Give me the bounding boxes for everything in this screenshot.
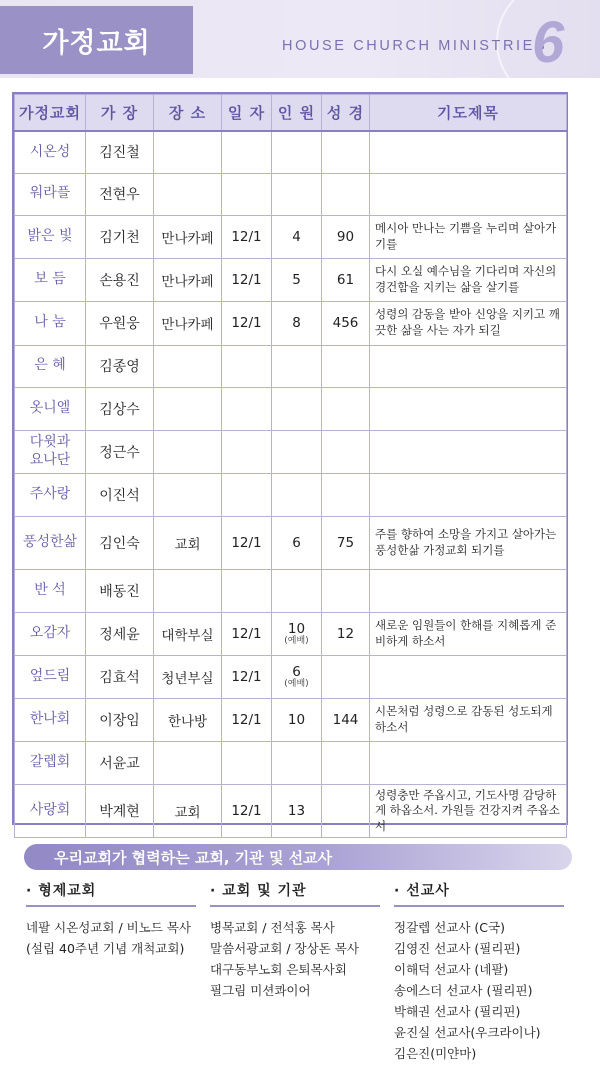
attendance-cell — [272, 698, 322, 741]
bible-cell: 61 — [322, 258, 370, 301]
attendance-value: 10 — [287, 711, 306, 728]
table-row — [15, 173, 567, 215]
list-item: 송에스더 선교사 (필리핀) — [394, 983, 533, 998]
church-name-cell: 보 듬 — [15, 258, 86, 301]
prayer-topic-cell — [370, 569, 567, 612]
leader-cell: 전현우 — [86, 173, 154, 215]
attendance-value: 10 — [287, 621, 306, 637]
column-header-date: 일 자 — [222, 95, 272, 132]
prayer-topic-cell: 새로운 임원들이 한해를 지혜롭게 준비하게 하소서 — [370, 612, 567, 655]
prayer-topic-cell: 메시아 만나는 기쁨을 누리며 살아가기를 — [370, 215, 567, 258]
column-heading: · 형제교회 — [26, 880, 196, 907]
attendance-value: 4 — [292, 228, 301, 245]
date-cell: 12/1 — [222, 215, 272, 258]
church-name-cell: 워라플 — [15, 173, 86, 215]
attendance-note: (예배) — [284, 636, 309, 646]
date-cell: 12/1 — [222, 301, 272, 345]
church-name-cell: 주사랑 — [15, 473, 86, 516]
sister-church-column — [26, 880, 196, 959]
prayer-topic-cell — [370, 430, 567, 473]
column-heading: · 교회 및 기관 — [210, 880, 380, 907]
church-name-cell: 한나회 — [15, 698, 86, 741]
list-item: (설립 40주년 기념 개척교회) — [26, 941, 185, 956]
table-row — [15, 301, 567, 345]
date-cell — [222, 387, 272, 430]
place-cell: 만나카페 — [154, 215, 222, 258]
attendance-value: 5 — [292, 271, 301, 288]
leader-cell: 김상수 — [86, 387, 154, 430]
prayer-topic-cell: 다시 오실 예수님을 기다리며 자신의 경건함을 지키는 삶을 살기를 — [370, 258, 567, 301]
place-cell — [154, 173, 222, 215]
date-cell — [222, 569, 272, 612]
place-cell — [154, 741, 222, 784]
list-item: 김영진 선교사 (필리핀) — [394, 941, 521, 956]
date-cell — [222, 173, 272, 215]
column-header-place: 장 소 — [154, 95, 222, 132]
bible-cell — [322, 131, 370, 173]
attendance-cell — [272, 430, 322, 473]
prayer-topic-cell — [370, 741, 567, 784]
attendance-cell — [272, 345, 322, 387]
table-row — [15, 387, 567, 430]
list-item: 윤진실 선교사(우크라이나) — [394, 1025, 541, 1040]
date-cell — [222, 430, 272, 473]
bible-cell — [322, 345, 370, 387]
church-name-cell: 은 혜 — [15, 345, 86, 387]
prayer-topic-cell — [370, 131, 567, 173]
church-name-cell: 사랑회 — [15, 784, 86, 838]
list-item: 말씀서광교회 / 장상돈 목사 — [210, 941, 359, 956]
table-row — [15, 698, 567, 741]
leader-cell: 정세윤 — [86, 612, 154, 655]
leader-cell: 손용진 — [86, 258, 154, 301]
church-name-cell: 시온성 — [15, 131, 86, 173]
date-cell: 12/1 — [222, 516, 272, 569]
cooperation-banner-text: 우리교회가 협력하는 교회, 기관 및 선교사 — [54, 849, 333, 867]
list-item: 김은진(미얀마) — [394, 1046, 477, 1061]
attendance-cell — [272, 655, 322, 698]
bible-cell — [322, 387, 370, 430]
date-cell: 12/1 — [222, 258, 272, 301]
attendance-cell — [272, 301, 322, 345]
attendance-cell — [272, 387, 322, 430]
attendance-note: (예배) — [284, 679, 309, 689]
prayer-topic-cell: 성령의 감동을 받아 신앙을 지키고 깨끗한 삶을 사는 자가 되길 — [370, 301, 567, 345]
leader-cell: 이장임 — [86, 698, 154, 741]
attendance-cell — [272, 173, 322, 215]
page-header — [0, 0, 600, 78]
attendance-cell — [272, 131, 322, 173]
leader-cell: 김인숙 — [86, 516, 154, 569]
table-row — [15, 430, 567, 473]
prayer-topic-cell: 시몬처럼 성령으로 감동된 성도되게 하소서 — [370, 698, 567, 741]
bible-cell: 12 — [322, 612, 370, 655]
place-cell — [154, 387, 222, 430]
date-cell: 12/1 — [222, 655, 272, 698]
attendance-value: 6 — [292, 534, 301, 551]
date-cell: 12/1 — [222, 698, 272, 741]
church-name-cell: 엎드림 — [15, 655, 86, 698]
place-cell — [154, 345, 222, 387]
date-cell — [222, 473, 272, 516]
prayer-topic-cell — [370, 345, 567, 387]
bible-cell: 75 — [322, 516, 370, 569]
list-item: 필그림 미션콰이어 — [210, 983, 311, 998]
attendance-cell — [272, 516, 322, 569]
prayer-topic-cell — [370, 655, 567, 698]
section-title-box — [0, 6, 193, 74]
attendance-cell — [272, 473, 322, 516]
church-name-cell: 갈렙회 — [15, 741, 86, 784]
table-header-row — [15, 95, 567, 132]
leader-cell: 서윤교 — [86, 741, 154, 784]
bible-cell: 90 — [322, 215, 370, 258]
bible-cell: 456 — [322, 301, 370, 345]
leader-cell: 우원웅 — [86, 301, 154, 345]
page-number: 6 — [532, 10, 565, 75]
place-cell: 만나카페 — [154, 258, 222, 301]
prayer-topic-cell — [370, 173, 567, 215]
place-cell — [154, 473, 222, 516]
missionaries-column — [394, 880, 564, 1064]
table-row — [15, 655, 567, 698]
church-name-cell: 반 석 — [15, 569, 86, 612]
church-name-cell: 풍성한삶 — [15, 516, 86, 569]
prayer-topic-cell — [370, 387, 567, 430]
bible-cell — [322, 473, 370, 516]
bible-cell — [322, 430, 370, 473]
bible-cell — [322, 784, 370, 838]
church-name-cell: 오감자 — [15, 612, 86, 655]
date-cell: 12/1 — [222, 612, 272, 655]
table-row — [15, 569, 567, 612]
list-item: 병목교회 / 전석홍 목사 — [210, 920, 335, 935]
table-row — [15, 741, 567, 784]
date-cell — [222, 741, 272, 784]
leader-cell: 김진철 — [86, 131, 154, 173]
attendance-cell — [272, 215, 322, 258]
column-heading: · 선교사 — [394, 880, 564, 907]
place-cell — [154, 131, 222, 173]
prayer-topic-cell: 성령충만 주옵시고, 기도사명 감당하게 하옵소서. 가원들 건강지켜 주옵소서 — [370, 784, 567, 838]
bible-cell — [322, 655, 370, 698]
prayer-topic-cell: 주를 향하여 소망을 가지고 살아가는 풍성한삶 가정교회 되기를 — [370, 516, 567, 569]
leader-cell: 배동진 — [86, 569, 154, 612]
bible-cell — [322, 741, 370, 784]
list-item: 이해덕 선교사 (네팔) — [394, 962, 509, 977]
column-header-house-church: 가정교회 — [15, 95, 86, 132]
list-item: 대구동부노회 은퇴목사회 — [210, 962, 347, 977]
table-row — [15, 516, 567, 569]
church-name-cell: 나 눔 — [15, 301, 86, 345]
prayer-topic-cell — [370, 473, 567, 516]
leader-cell: 이진석 — [86, 473, 154, 516]
column-header-prayer-topic: 기도제목 — [370, 95, 567, 132]
attendance-value: 8 — [292, 315, 301, 331]
place-cell: 한나방 — [154, 698, 222, 741]
leader-cell: 정근수 — [86, 430, 154, 473]
leader-cell: 김기천 — [86, 215, 154, 258]
attendance-cell — [272, 784, 322, 838]
place-cell — [154, 430, 222, 473]
cooperation-banner — [24, 844, 572, 870]
section-title: 가정교회 — [42, 27, 151, 59]
place-cell: 교회 — [154, 516, 222, 569]
table-row — [15, 473, 567, 516]
house-church-table-frame — [12, 92, 568, 833]
attendance-cell — [272, 612, 322, 655]
column-header-leader: 가 장 — [86, 95, 154, 132]
bible-cell — [322, 569, 370, 612]
date-cell — [222, 131, 272, 173]
place-cell: 만나카페 — [154, 301, 222, 345]
place-cell: 청년부실 — [154, 655, 222, 698]
leader-cell: 김종영 — [86, 345, 154, 387]
section-subtitle: HOUSE CHURCH MINISTRIES — [282, 38, 548, 54]
place-cell — [154, 569, 222, 612]
attendance-cell — [272, 741, 322, 784]
house-church-table — [14, 94, 567, 838]
church-name-cell: 밝은 빛 — [15, 215, 86, 258]
church-name-cell: 옷니엘 — [15, 387, 86, 430]
list-item: 네팔 시온성교회 / 비노드 목사 — [26, 920, 192, 935]
list-item: 박해권 선교사 (필리핀) — [394, 1004, 521, 1019]
table-row — [15, 784, 567, 838]
table-row — [15, 345, 567, 387]
column-header-attendance: 인 원 — [272, 95, 322, 132]
place-cell: 교회 — [154, 784, 222, 838]
column-header-bible: 성 경 — [322, 95, 370, 132]
church-name-cell: 다윗과 요나단 — [15, 430, 86, 473]
attendance-value: 6 — [292, 664, 301, 680]
bible-cell — [322, 173, 370, 215]
place-cell: 대학부실 — [154, 612, 222, 655]
attendance-cell — [272, 258, 322, 301]
table-row — [15, 612, 567, 655]
table-row — [15, 215, 567, 258]
attendance-cell — [272, 569, 322, 612]
list-item: 정갈렙 선교사 (C국) — [394, 920, 505, 935]
table-body — [15, 131, 567, 838]
attendance-value: 13 — [287, 802, 306, 819]
table-row — [15, 131, 567, 173]
date-cell: 12/1 — [222, 784, 272, 838]
churches-and-organizations-column — [210, 880, 380, 1001]
table-row — [15, 258, 567, 301]
leader-cell: 박계현 — [86, 784, 154, 838]
bible-cell: 144 — [322, 698, 370, 741]
date-cell — [222, 345, 272, 387]
leader-cell: 김효석 — [86, 655, 154, 698]
